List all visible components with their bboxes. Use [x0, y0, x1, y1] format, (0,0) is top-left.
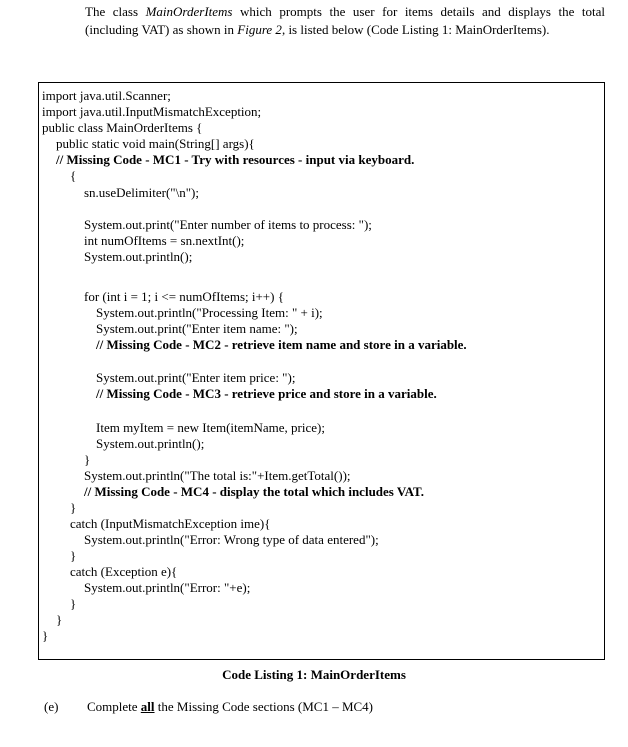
code-line: catch (Exception e){	[70, 564, 178, 579]
code-line: import java.util.Scanner;	[42, 88, 171, 103]
code-line: System.out.print("Enter item price: ");	[96, 370, 296, 385]
code-line: catch (InputMismatchException ime){	[70, 516, 271, 531]
missing-code-comment: // Missing Code - MC2 - retrieve item name and store in a variable.	[96, 337, 467, 352]
code-line: }	[84, 452, 91, 467]
code-line: System.out.println("Processing Item: " + i);	[96, 305, 323, 320]
code-line: System.out.println();	[96, 436, 205, 451]
code-line: {	[70, 168, 77, 183]
code-line: System.out.println();	[84, 249, 193, 264]
question-emphasis: all	[140, 699, 155, 714]
missing-code-comment: // Missing Code - MC1 - Try with resources - input via keyboard.	[56, 152, 415, 167]
question-text	[87, 699, 373, 715]
intro-figure-ref: Figure 2	[237, 21, 282, 37]
intro-text-2: which prompts the user for items details and displays the total (including VAT) as shown in	[85, 4, 605, 37]
code-line: }	[70, 500, 77, 515]
code-line: public static void main(String[] args){	[56, 136, 255, 151]
code-line: import java.util.InputMismatchException;	[42, 104, 262, 119]
code-line: sn.useDelimiter("\n");	[84, 185, 199, 200]
code-line: for (int i = 1; i <= numOfItems; i++) {	[84, 289, 284, 304]
code-line: }	[70, 596, 77, 611]
missing-code-comment: // Missing Code - MC3 - retrieve price and store in a variable.	[96, 386, 437, 401]
code-line: System.out.print("Enter number of items to process: ");	[84, 217, 372, 232]
code-line: System.out.print("Enter item name: ");	[96, 321, 298, 336]
code-listing-caption: Code Listing 1: MainOrderItems	[222, 667, 406, 682]
intro-text-3: , is listed below (Code Listing 1: MainOrderItems).	[281, 21, 550, 37]
question-text-pre: Complete	[87, 699, 141, 714]
code-line: int numOfItems = sn.nextInt();	[84, 233, 245, 248]
question-text-post: the Missing Code sections (MC1 – MC4)	[154, 699, 374, 714]
intro-paragraph	[85, 3, 605, 38]
code-line: }	[42, 628, 49, 643]
code-line: }	[56, 612, 63, 627]
intro-text-1: The class	[85, 4, 146, 19]
code-line: public class MainOrderItems {	[42, 120, 203, 135]
question-label: (e)	[44, 699, 59, 714]
code-line: }	[70, 548, 77, 563]
code-listing-box	[38, 82, 605, 660]
code-line: System.out.println("The total is:"+Item.getTotal());	[84, 468, 351, 483]
question-e	[44, 699, 374, 747]
missing-code-comment: // Missing Code - MC4 - display the total which includes VAT.	[84, 484, 424, 499]
code-line: Item myItem = new Item(itemName, price);	[96, 420, 325, 435]
intro-class-name: MainOrderItems	[145, 4, 233, 19]
code-line: System.out.println("Error: Wrong type of data entered");	[84, 532, 379, 547]
code-line: System.out.println("Error: "+e);	[84, 580, 251, 595]
